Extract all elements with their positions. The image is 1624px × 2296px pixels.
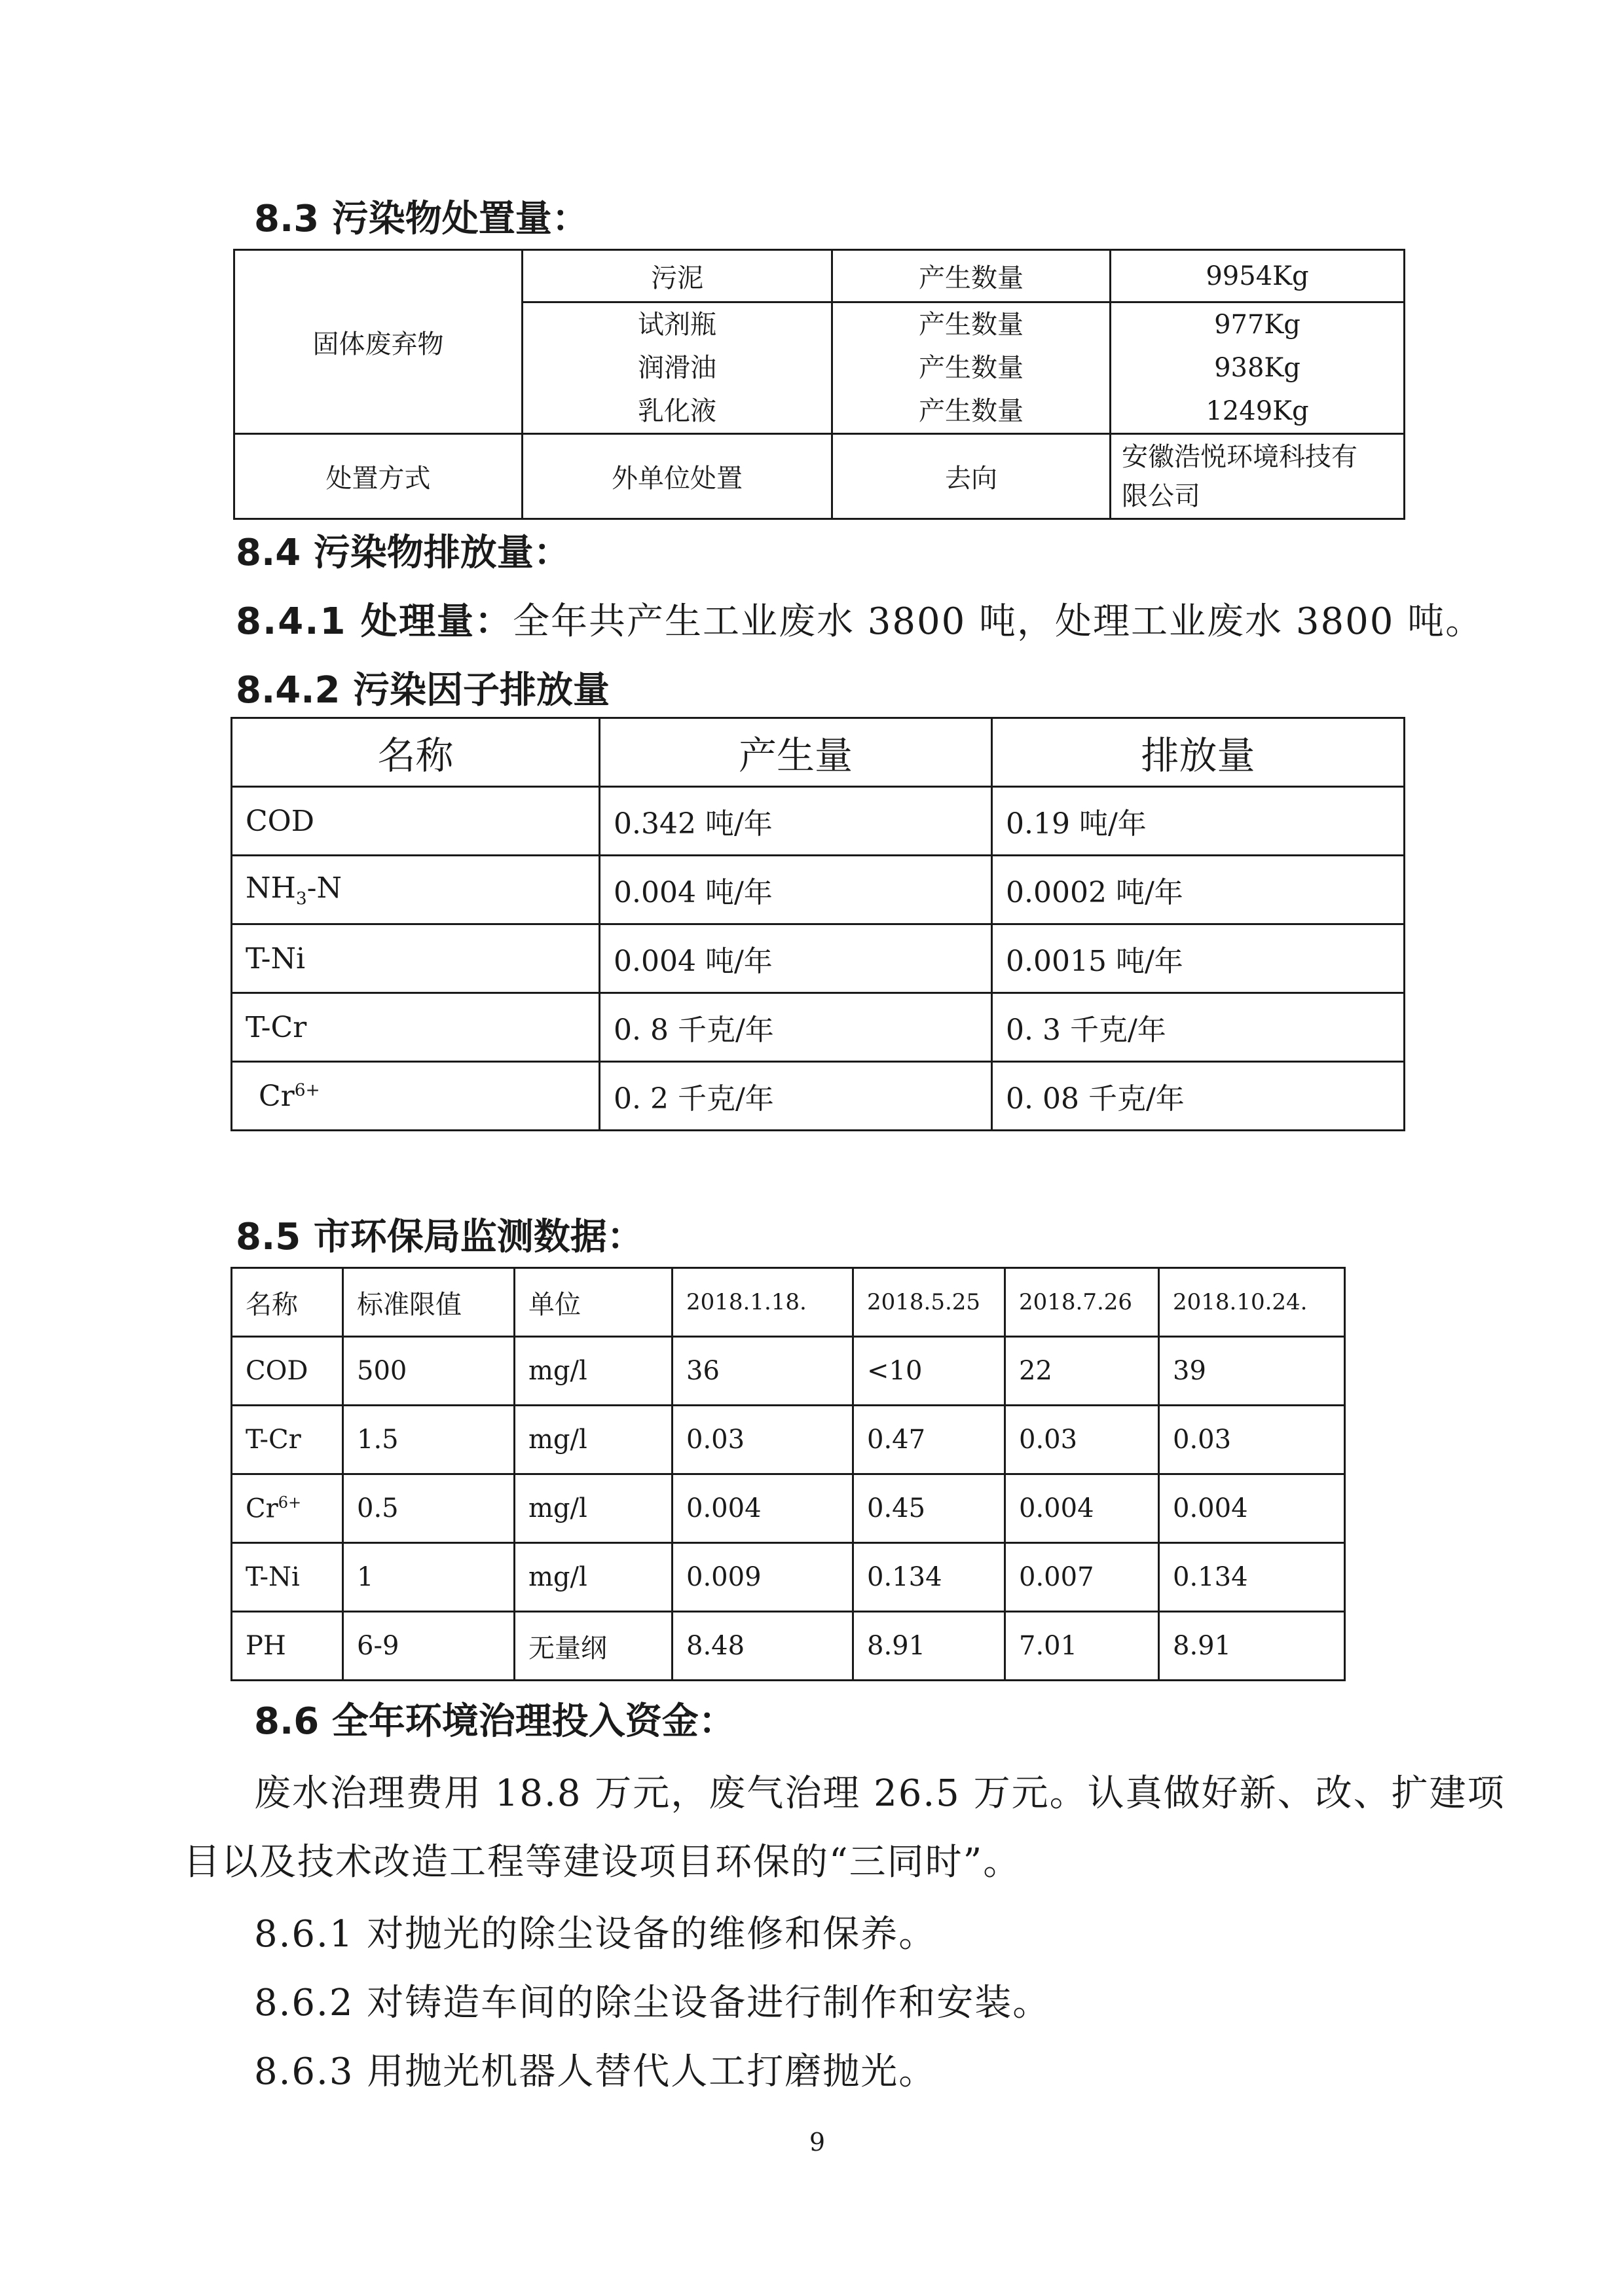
header-date: 2018.10.24.	[1159, 1268, 1345, 1337]
formula-tail: -N	[306, 871, 342, 905]
monitoring-table	[231, 1267, 1346, 1681]
cell-value: 0.004	[1005, 1474, 1159, 1543]
emitted-value: 0. 08 千克/年	[992, 1062, 1405, 1131]
cell-value: 0.004	[1159, 1474, 1345, 1543]
waste-name: 润滑油	[638, 353, 716, 383]
emission-table	[231, 717, 1405, 1131]
solid-waste-label: 固体废弃物	[234, 250, 523, 434]
cell-name: PH	[232, 1612, 343, 1681]
cell-unit: mg/l	[515, 1406, 673, 1474]
waste-kind: 产生数量	[919, 310, 1024, 340]
table-row	[232, 1406, 1345, 1474]
cell-unit: 无量纲	[515, 1612, 673, 1681]
header-limit: 标准限值	[343, 1268, 515, 1337]
cell-value: 39	[1159, 1337, 1345, 1406]
section-8-4-1-text: 全年共产生工业废水 3800 吨，处理工业废水 3800 吨。	[512, 600, 1484, 643]
cell-name: T-Cr	[232, 1406, 343, 1474]
cell-name: T-Ni	[232, 1543, 343, 1612]
cell-value: 22	[1005, 1337, 1159, 1406]
header-date: 2018.1.18.	[673, 1268, 853, 1337]
waste-qty: 1249Kg	[1206, 396, 1309, 426]
formula-base: NH	[246, 871, 296, 905]
cell-value: 8.91	[1159, 1612, 1345, 1681]
cell-value: 0.007	[1005, 1543, 1159, 1612]
cell-value: 0.47	[853, 1406, 1005, 1474]
header-produced: 产生量	[600, 718, 992, 787]
produced-value: 0. 2 千克/年	[600, 1062, 992, 1131]
formula-superscript: 6+	[294, 1079, 320, 1100]
destination-line: 限公司	[1122, 481, 1200, 511]
cell-value: 0.004	[673, 1474, 853, 1543]
table-row	[232, 1612, 1345, 1681]
cell-limit: 1	[343, 1543, 515, 1612]
emitted-value: 0.0002 吨/年	[992, 856, 1405, 924]
waste-kinds-group	[832, 302, 1111, 434]
cell-name	[232, 1474, 343, 1543]
emitted-value: 0.19 吨/年	[992, 787, 1405, 856]
cell-value: 36	[673, 1337, 853, 1406]
table-row	[232, 1337, 1345, 1406]
pollutant-name: COD	[232, 787, 600, 856]
header-date: 2018.7.26	[1005, 1268, 1159, 1337]
page-number: 9	[809, 2128, 826, 2157]
cell-value: 8.91	[853, 1612, 1005, 1681]
header-name: 名称	[232, 1268, 343, 1337]
cell-value: <10	[853, 1337, 1005, 1406]
cell-value: 0.03	[1005, 1406, 1159, 1474]
formula-base: Cr	[259, 1079, 295, 1113]
pollutant-name	[232, 1062, 600, 1131]
section-8-6-1: 8.6.1 对抛光的除尘设备的维修和保养。	[254, 1913, 937, 1956]
section-8-4-1-head: 8.4.1 处理量：	[236, 600, 513, 643]
produced-value: 0.004 吨/年	[600, 856, 992, 924]
header-date: 2018.5.25	[853, 1268, 1005, 1337]
formula-subscript: 3	[295, 888, 307, 909]
waste-kind: 产生数量	[919, 396, 1024, 426]
cell-value: 0.03	[673, 1406, 853, 1474]
section-8-4-2-title: 8.4.2 污染因子排放量	[236, 669, 610, 712]
cell-value: 8.48	[673, 1612, 853, 1681]
section-8-6-para-line2: 目以及技术改造工程等建设项目环保的“三同时”。	[183, 1841, 1022, 1884]
cell-value: 0.134	[853, 1543, 1005, 1612]
section-8-6-2: 8.6.2 对铸造车间的除尘设备进行制作和安装。	[254, 1982, 1051, 2024]
produced-value: 0.342 吨/年	[600, 787, 992, 856]
destination-label: 去向	[832, 434, 1111, 519]
table-row	[232, 1543, 1345, 1612]
header-unit: 单位	[515, 1268, 673, 1337]
cell-value: 0.134	[1159, 1543, 1345, 1612]
cell-unit: mg/l	[515, 1337, 673, 1406]
section-8-4-title: 8.4 污染物排放量：	[236, 532, 570, 574]
waste-name: 试剂瓶	[638, 310, 716, 340]
waste-kind: 产生数量	[832, 250, 1111, 302]
cell-limit: 1.5	[343, 1406, 515, 1474]
pollutant-name: T-Ni	[232, 924, 600, 993]
waste-kind: 产生数量	[919, 353, 1024, 383]
header-name: 名称	[232, 718, 600, 787]
cell-limit: 500	[343, 1337, 515, 1406]
table-row	[232, 1474, 1345, 1543]
waste-qty: 9954Kg	[1111, 250, 1405, 302]
method-label: 处置方式	[234, 434, 523, 519]
waste-qty: 977Kg	[1214, 310, 1301, 340]
waste-name: 污泥	[523, 250, 832, 302]
method-value: 外单位处置	[523, 434, 832, 519]
destination-line: 安徽浩悦环境科技有	[1122, 441, 1357, 472]
waste-name: 乳化液	[638, 396, 716, 426]
formula-superscript: 6+	[278, 1493, 302, 1512]
header-emitted: 排放量	[992, 718, 1405, 787]
emitted-value: 0.0015 吨/年	[992, 924, 1405, 993]
pollutant-name	[232, 856, 600, 924]
section-8-6-title: 8.6 全年环境治理投入资金：	[254, 1700, 735, 1743]
cell-unit: mg/l	[515, 1474, 673, 1543]
cell-unit: mg/l	[515, 1543, 673, 1612]
cell-value: 0.03	[1159, 1406, 1345, 1474]
cell-name: COD	[232, 1337, 343, 1406]
disposal-table	[233, 249, 1405, 520]
cell-limit: 6-9	[343, 1612, 515, 1681]
section-8-3-title: 8.3 污染物处置量：	[254, 198, 589, 240]
cell-value: 7.01	[1005, 1612, 1159, 1681]
produced-value: 0. 8 千克/年	[600, 993, 992, 1062]
waste-names-group	[523, 302, 832, 434]
cell-value: 0.45	[853, 1474, 1005, 1543]
section-8-6-para-line1: 废水治理费用 18.8 万元，废气治理 26.5 万元。认真做好新、改、扩建项	[254, 1772, 1505, 1815]
formula-base: Cr	[246, 1493, 278, 1524]
section-8-6-3: 8.6.3 用抛光机器人替代人工打磨抛光。	[254, 2050, 937, 2093]
waste-qty-group	[1111, 302, 1405, 434]
emitted-value: 0. 3 千克/年	[992, 993, 1405, 1062]
cell-value: 0.009	[673, 1543, 853, 1612]
cell-limit: 0.5	[343, 1474, 515, 1543]
section-8-4-1	[236, 592, 1483, 645]
waste-qty: 938Kg	[1214, 353, 1301, 383]
pollutant-name: T-Cr	[232, 993, 600, 1062]
destination-value	[1111, 434, 1405, 519]
produced-value: 0.004 吨/年	[600, 924, 992, 993]
section-8-5-title: 8.5 市环保局监测数据：	[236, 1216, 644, 1258]
